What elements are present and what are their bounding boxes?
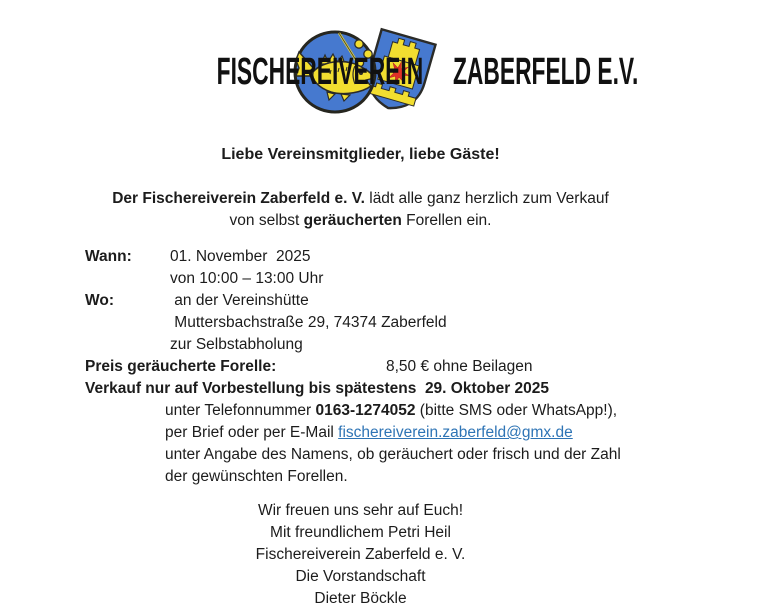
org-name-right-wrap	[453, 51, 643, 94]
org-name-left: FISCHEREIVEREIN	[216, 50, 423, 93]
contact-phone-pre: unter Telefonnummer	[165, 402, 316, 419]
closing-line: Fischereiverein Zaberfeld e. V.	[255, 546, 466, 563]
contact-info-row-2: der gewünschten Forellen.	[165, 468, 348, 485]
contact-phone-post: (bitte SMS oder WhatsApp!),	[415, 402, 618, 419]
intro-line2-post: Forellen ein.	[401, 212, 492, 229]
where-address-row	[85, 312, 721, 334]
intro-line-1	[0, 188, 721, 210]
intro-club-name: Der Fischereiverein Zaberfeld e. V.	[112, 190, 365, 207]
closing-block	[0, 500, 721, 610]
closing-line: Wir freuen uns sehr auf Euch!	[257, 502, 464, 519]
price-value: 8,50 € ohne Beilagen	[386, 358, 533, 375]
contact-phone-number: 0163-1274052	[315, 402, 416, 419]
event-details	[85, 246, 721, 488]
when-row	[85, 246, 721, 268]
intro-paragraph	[0, 188, 721, 232]
club-logo-header	[0, 0, 721, 128]
where-label: Wo:	[85, 292, 114, 309]
contact-mail-pre: per Brief oder per E-Mail	[165, 424, 339, 441]
intro-smoked-word: geräucherten	[303, 212, 402, 229]
intro-line-2	[0, 210, 721, 232]
where-place: an der Vereinshütte	[170, 292, 309, 309]
greeting-line: Liebe Vereinsmitglieder, liebe Gäste!	[221, 146, 500, 163]
contact-mail-row	[85, 422, 721, 444]
intro-line2-pre: von selbst	[229, 212, 304, 229]
where-row	[85, 290, 721, 312]
when-label: Wann:	[85, 248, 132, 265]
contact-info-row-1: unter Angabe des Namens, ob geräuchert oder frisch und der Zahl	[165, 446, 621, 463]
when-time-row	[85, 268, 721, 290]
price-row	[85, 356, 721, 378]
when-time: von 10:00 – 13:00 Uhr	[170, 270, 324, 287]
email-link[interactable]: fischereiverein.zaberfeld@gmx.de	[338, 424, 573, 441]
price-label: Preis geräucherte Forelle:	[85, 358, 277, 375]
where-note-row	[85, 334, 721, 356]
closing-line: Mit freundlichem Petri Heil	[270, 524, 451, 541]
intro-line1-rest: lädt alle ganz herzlich zum Verkauf	[364, 190, 609, 207]
org-name-left-wrap	[79, 50, 423, 94]
contact-phone-row	[85, 400, 721, 422]
where-address: Muttersbachstraße 29, 74374 Zaberfeld	[170, 314, 447, 331]
order-deadline-row: Verkauf nur auf Vorbestellung bis spätestens 29. Oktober 2025	[85, 380, 550, 397]
org-name-right: ZABERFELD E.V.	[452, 50, 638, 93]
closing-line: Dieter Böckle	[314, 590, 407, 607]
where-note: zur Selbstabholung	[170, 336, 303, 353]
closing-line: Die Vorstandschaft	[295, 568, 426, 585]
when-date: 01. November 2025	[170, 248, 311, 265]
